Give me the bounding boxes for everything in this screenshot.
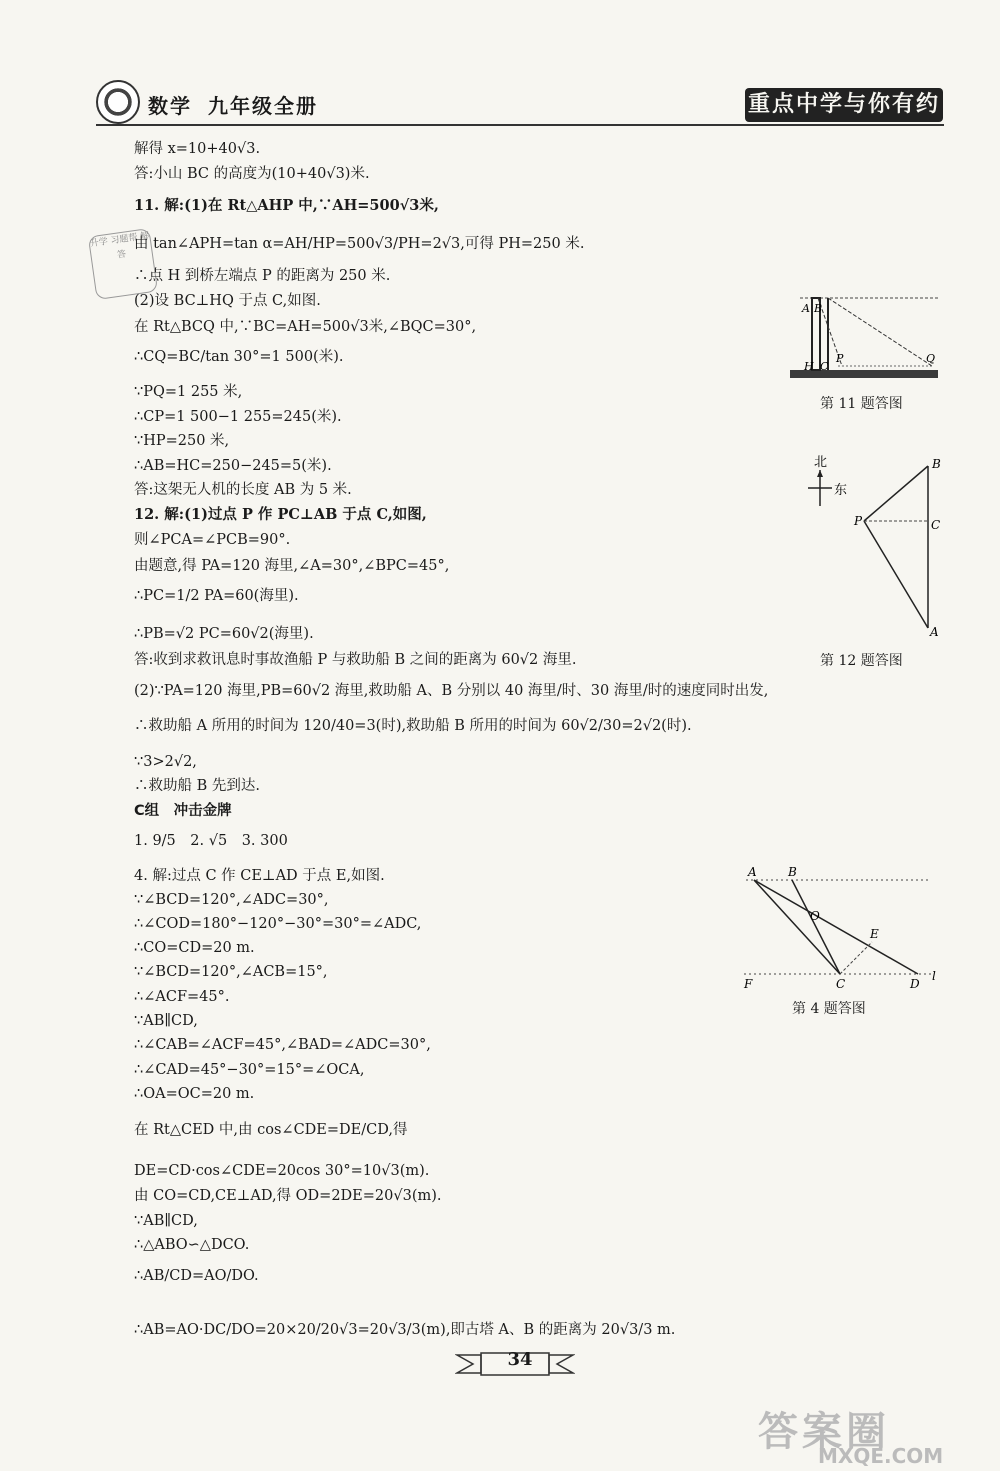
figure-12-caption: 第 12 题答图 [820, 653, 903, 669]
label-a: A [802, 302, 810, 315]
problem-11-heading: 11. 解:(1)在 Rt△AHP 中,∵AH=500√3米, [134, 197, 439, 214]
brand-banner: 重点中学与你有约 [745, 88, 943, 122]
label-b: B [932, 457, 941, 471]
text-line: ∴∠CAD=45°−30°=15°=∠OCA, [134, 1062, 365, 1078]
north-label: 北 [814, 455, 828, 470]
figure-11-caption: 第 11 题答图 [820, 396, 903, 412]
text-line: 解得 x=10+40√3. [134, 141, 261, 157]
section-c-heading: C组 冲击金牌 [134, 803, 232, 819]
figure-12-diagram [800, 450, 950, 650]
text-line: ∴CO=CD=20 m. [134, 940, 255, 956]
text-line: (2)设 BC⊥HQ 于点 C,如图. [134, 293, 321, 309]
label-p: P [854, 514, 863, 528]
text-line: ∵∠BCD=120°,∠ACB=15°, [134, 964, 328, 980]
header-divider [96, 124, 944, 126]
text-line: 由 tan∠APH=tan α=AH/HP=500√3/PH=2√3,可得 PH=250 米. [134, 236, 585, 252]
text-line: ∴∠CAB=∠ACF=45°,∠BAD=∠ADC=30°, [134, 1037, 431, 1053]
text-line: ∵AB∥CD, [134, 1213, 198, 1229]
page-number: 34 [507, 1349, 533, 1370]
label-q: Q [926, 352, 936, 365]
watermark-url: MXQE.COM [818, 1444, 944, 1468]
text-line: ∴PC=1/2 PA=60(海里). [134, 588, 299, 604]
label-f: F [744, 977, 753, 991]
text-line: 答:这架无人机的长度 AB 为 5 米. [134, 482, 352, 498]
label-l: l [932, 969, 936, 983]
text-line: ∵3>2√2, [134, 754, 197, 770]
line-ce [840, 942, 872, 974]
text-line: 由 CO=CD,CE⊥AD,得 OD=2DE=20√3(m). [134, 1188, 442, 1204]
text-line: ∴OA=OC=20 m. [134, 1086, 255, 1102]
label-h: H [804, 360, 814, 373]
text-line: 由题意,得 PA=120 海里,∠A=30°,∠BPC=45°, [134, 558, 450, 574]
text-line: 在 Rt△BCQ 中,∵BC=AH=500√3米,∠BQC=30°, [134, 319, 477, 335]
sight-line-bq [828, 298, 932, 366]
problem-12-heading: 12. 解:(1)过点 P 作 PC⊥AB 于点 C,如图, [134, 506, 427, 523]
label-c: C [820, 360, 829, 373]
figure-4-caption: 第 4 题答图 [792, 1001, 866, 1017]
text-line: (2)∵PA=120 海里,PB=60√2 海里,救助船 A、B 分别以 40 海里/时、30 海里/时的速度同时出发, [134, 683, 769, 699]
label-b: B [788, 865, 797, 879]
text-line: ∴AB/CD=AO/DO. [134, 1268, 259, 1284]
label-a: A [748, 865, 757, 879]
text-line: 则∠PCA=∠PCB=90°. [134, 532, 291, 548]
text-line: ∴△ABO∽△DCO. [134, 1237, 250, 1253]
text-line: ∵PQ=1 255 米, [134, 384, 243, 400]
line-bc [792, 880, 840, 974]
text-line: ∴救助船 A 所用的时间为 120/40=3(时),救助船 B 所用的时间为 60√2/30=2√2(时). [134, 718, 692, 734]
label-c: C [931, 518, 941, 532]
figure-4-diagram [738, 862, 943, 992]
school-logo-icon [96, 80, 140, 124]
text-line: ∴CQ=BC/tan 30°=1 500(米). [134, 349, 344, 365]
text-line: ∴∠COD=180°−120°−30°=30°=∠ADC, [134, 916, 422, 932]
grade-title: 九年级全册 [208, 94, 318, 118]
label-p: P [836, 352, 844, 365]
text-line: 答:小山 BC 的高度为(10+40√3)米. [134, 166, 370, 182]
text-line: DE=CD·cos∠CDE=20cos 30°=10√3(m). [134, 1163, 430, 1179]
text-line: ∴AB=HC=250−245=5(米). [134, 458, 332, 474]
arrow-head-icon [817, 470, 823, 477]
watermark-logo: 答案圈 [758, 1409, 890, 1455]
text-line: ∴∠ACF=45°. [134, 989, 230, 1005]
text-line: ∴点 H 到桥左端点 P 的距离为 250 米. [134, 268, 391, 284]
label-o: O [810, 909, 820, 923]
text-line: ∵HP=250 米, [134, 433, 230, 449]
label-b: B [814, 302, 823, 315]
line-pb [864, 466, 928, 521]
figure-11-diagram [790, 296, 940, 388]
label-d: D [910, 977, 920, 991]
line-pa [864, 521, 928, 628]
problem-4-heading: 4. 解:过点 C 作 CE⊥AD 于点 E,如图. [134, 868, 385, 884]
text-line: 在 Rt△CED 中,由 cos∠CDE=DE/CD,得 [134, 1122, 408, 1138]
text-line: ∴CP=1 500−1 255=245(米). [134, 409, 342, 425]
text-line: ∴AB=AO·DC/DO=20×20/20√3=20√3/3(m),即古塔 A、B 的距离为 20√3/3 m. [134, 1322, 676, 1338]
text-line: ∴PB=√2 PC=60√2(海里). [134, 626, 314, 642]
line-ad [754, 880, 918, 974]
text-line: 答:收到求救讯息时事故渔船 P 与救助船 B 之间的距离为 60√2 海里. [134, 652, 577, 668]
text-line: ∵AB∥CD, [134, 1013, 198, 1029]
text-line: ∵∠BCD=120°,∠ADC=30°, [134, 892, 329, 908]
east-label: 东 [834, 483, 848, 498]
text-line: ∴救助船 B 先到达. [134, 778, 260, 794]
line-ac [754, 880, 840, 974]
label-e: E [870, 927, 879, 941]
label-c: C [836, 977, 846, 991]
text-line: 1. 9/5 2. √5 3. 300 [134, 833, 288, 849]
subject-title: 数学 [148, 94, 192, 118]
library-stamp: 升学 习题帮 解答 [88, 228, 158, 300]
label-a: A [930, 625, 939, 639]
